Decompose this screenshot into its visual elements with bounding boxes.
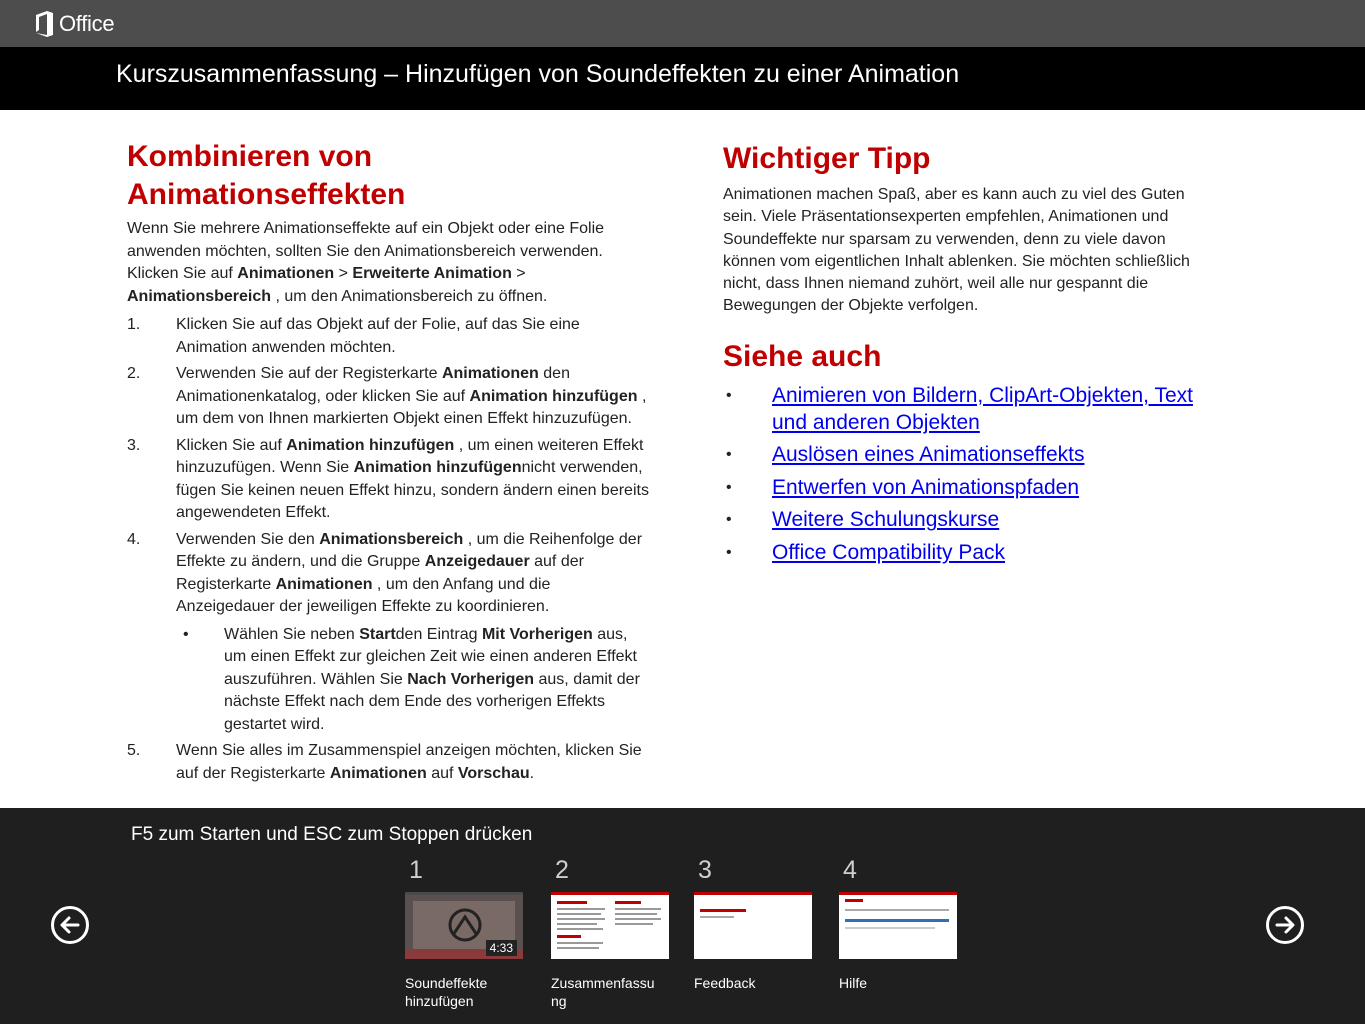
chapter-number: 4 [843, 856, 857, 884]
sub-text: Wählen Sie neben [224, 625, 360, 643]
bullet: • [726, 511, 732, 529]
combine-effects-heading: Kombinieren von Animationseffekten [127, 140, 406, 211]
chapter-1[interactable] [405, 856, 535, 1010]
step-text: , um die Reihenfolge der Effekte zu ändern, und die Gruppe [176, 530, 643, 570]
intro-text: Wenn Sie mehrere Animationseffekte auf ein Objekt oder eine Folie anwenden möchten, sollten Sie den Animationsbereich verwenden. Klicken Sie auf [127, 220, 605, 282]
sub-text: den Eintrag [395, 625, 482, 643]
player-panel [0, 808, 1365, 1024]
see-also-item [723, 474, 1198, 501]
chapter-label: Feedback [694, 975, 756, 991]
intro-text: , um den Animationsbereich zu öffnen. [271, 287, 548, 305]
step-text: Klicken Sie auf das Objekt auf der Folie, auf das Sie eine Animation anwenden möchten. [176, 316, 580, 356]
step-bold: Animationen [329, 764, 427, 782]
bullet: • [726, 543, 732, 561]
step-bold: Animationen [441, 365, 539, 382]
chapter-label: Hilfe [839, 975, 868, 991]
step-bold: Animation hinzufügen [286, 436, 455, 454]
see-also-heading: Siehe auch [723, 339, 882, 373]
step-text: nicht verwenden, fügen Sie keinen neuen Effekt hinzu, sondern ändern einen bereits angewendeten Effekt. [176, 459, 649, 521]
step-item [127, 314, 652, 359]
see-also-item [723, 506, 1198, 533]
step-item [127, 529, 652, 737]
step-text: , um den Anfang und die Anzeigedauer der jeweiligen Effekte zu koordinieren. [176, 575, 551, 615]
sub-bold: Mit Vorherigen [481, 625, 593, 643]
video-duration: 4:33 [486, 940, 517, 956]
office-header-bar [0, 0, 1365, 47]
office-logo [34, 10, 114, 38]
step-number: 3. [127, 436, 141, 454]
step-text: Wenn Sie alles im Zusammenspiel anzeigen möchten, klicken Sie auf der Registerkarte [176, 742, 642, 782]
step-bold: Anzeigedauer [424, 553, 530, 570]
chapter-label: Soundeffekte hinzufügen [405, 975, 488, 1009]
step-item [127, 740, 652, 785]
step-text: auf der Registerkarte [176, 553, 584, 593]
office-logo-icon [34, 11, 54, 37]
step-text: Verwenden Sie den [176, 530, 320, 548]
step-number: 1. [127, 316, 141, 333]
intro-bold-erweiterte-animation: Erweiterte Animation [352, 265, 512, 282]
right-column [723, 140, 1198, 571]
see-also-list [723, 382, 1198, 566]
sub-text: aus, damit der nächste Effekt nach dem Ende des vorherigen Effekts gestartet wird. [224, 670, 640, 733]
help-thumbnail-image [839, 895, 957, 959]
chapter-thumbnail[interactable] [839, 892, 957, 959]
step-bold: Vorschau [457, 764, 530, 782]
tip-text: Animationen machen Spaß, aber es kann auch zu viel des Guten sein. Viele Präsentationsexperten empfehlen, Animationen und Soundeffekte nur sparsam zu verwenden, denn zu viele davon können vom eigentlichen Inhalt ablenken. Sie möchten schließlich nicht, dass Ihnen niemand zuhört, weil alle nur gespannt die Bewegungen der Objekte verfolgen. [723, 186, 1190, 315]
step-bold: Animation hinzufügen [353, 459, 522, 476]
chapter-thumbnail[interactable] [694, 892, 812, 959]
step-number: 5. [127, 742, 141, 759]
arrow-right-icon [1274, 914, 1296, 936]
chapter-number: 3 [698, 856, 712, 884]
intro-bold-animationsbereich: Animationsbereich [127, 287, 272, 305]
intro-text: > [511, 265, 526, 282]
link-motion-paths[interactable]: Entwerfen von Animationspfaden [772, 475, 1080, 499]
sub-item [176, 624, 652, 737]
step-text: . [529, 764, 535, 782]
chapter-3[interactable] [694, 856, 824, 992]
keyboard-hint: F5 zum Starten und ESC zum Stoppen drücken [131, 824, 533, 845]
link-trigger-effect[interactable]: Auslösen eines Animationseffekts [772, 443, 1085, 467]
step-bold: Animationen [275, 575, 373, 593]
step-bold: Animation hinzufügen [469, 387, 638, 405]
link-animate-objects[interactable]: Animieren von Bildern, ClipArt-Objekten, Text und anderen Objekten [772, 383, 1193, 434]
step-number: 2. [127, 365, 141, 382]
sub-text: aus, um einen Effekt zur gleichen Zeit wie einen anderen Effekt auszuführen. Wählen Sie [224, 625, 637, 688]
bullet: • [726, 478, 732, 496]
chapter-number: 2 [555, 856, 569, 884]
bullet: • [726, 386, 732, 404]
link-more-courses[interactable]: Weitere Schulungskurse [772, 508, 1000, 532]
step-text: Klicken Sie auf [176, 436, 287, 454]
chapter-number: 1 [409, 856, 423, 884]
intro-paragraph [127, 218, 652, 308]
chapter-thumbnail[interactable] [551, 892, 669, 959]
step-item [127, 435, 652, 525]
summary-thumbnail-image [551, 895, 669, 959]
step-text: , um dem von Ihnen markierten Objekt einen Effekt hinzuzufügen. [176, 387, 647, 427]
tip-heading: Wichtiger Tipp [723, 142, 931, 175]
intro-bold-animationen: Animationen [237, 265, 335, 282]
chapter-2[interactable] [551, 856, 681, 1010]
next-button[interactable] [1266, 906, 1304, 944]
step-item [127, 363, 652, 431]
sub-list [176, 624, 652, 737]
chapter-thumbnail[interactable] [405, 892, 523, 959]
step-text: Verwenden Sie auf der Registerkarte [176, 365, 442, 382]
see-also-item [723, 382, 1198, 436]
see-also-item [723, 539, 1198, 566]
step-text: den Animationenkatalog, oder klicken Sie auf [176, 365, 570, 405]
intro-text: > [334, 265, 353, 282]
title-bar [0, 47, 1365, 110]
previous-button[interactable] [51, 906, 89, 944]
office-logo-text: Office [59, 11, 115, 36]
step-text: , um einen weiteren Effekt hinzuzufügen. Wenn Sie [176, 436, 644, 476]
left-column [127, 138, 652, 789]
arrow-left-icon [59, 914, 81, 936]
bullet: • [183, 625, 189, 643]
step-bold: Animationsbereich [319, 530, 464, 548]
steps-list [127, 314, 652, 785]
page-title: Kurszusammenfassung – Hinzufügen von Soundeffekten zu einer Animation [116, 60, 960, 88]
chapter-label: Zusammenfassu ng [551, 975, 655, 1009]
sub-bold: Nach Vorherigen [407, 670, 535, 688]
link-compatibility-pack[interactable]: Office Compatibility Pack [772, 540, 1006, 564]
step-number: 4. [127, 530, 141, 548]
feedback-thumbnail-image [694, 895, 812, 959]
step-text: auf [426, 764, 458, 782]
sub-bold: Start [359, 625, 396, 643]
bullet: • [726, 446, 732, 464]
chapter-4[interactable] [839, 856, 969, 992]
see-also-item [723, 441, 1198, 468]
